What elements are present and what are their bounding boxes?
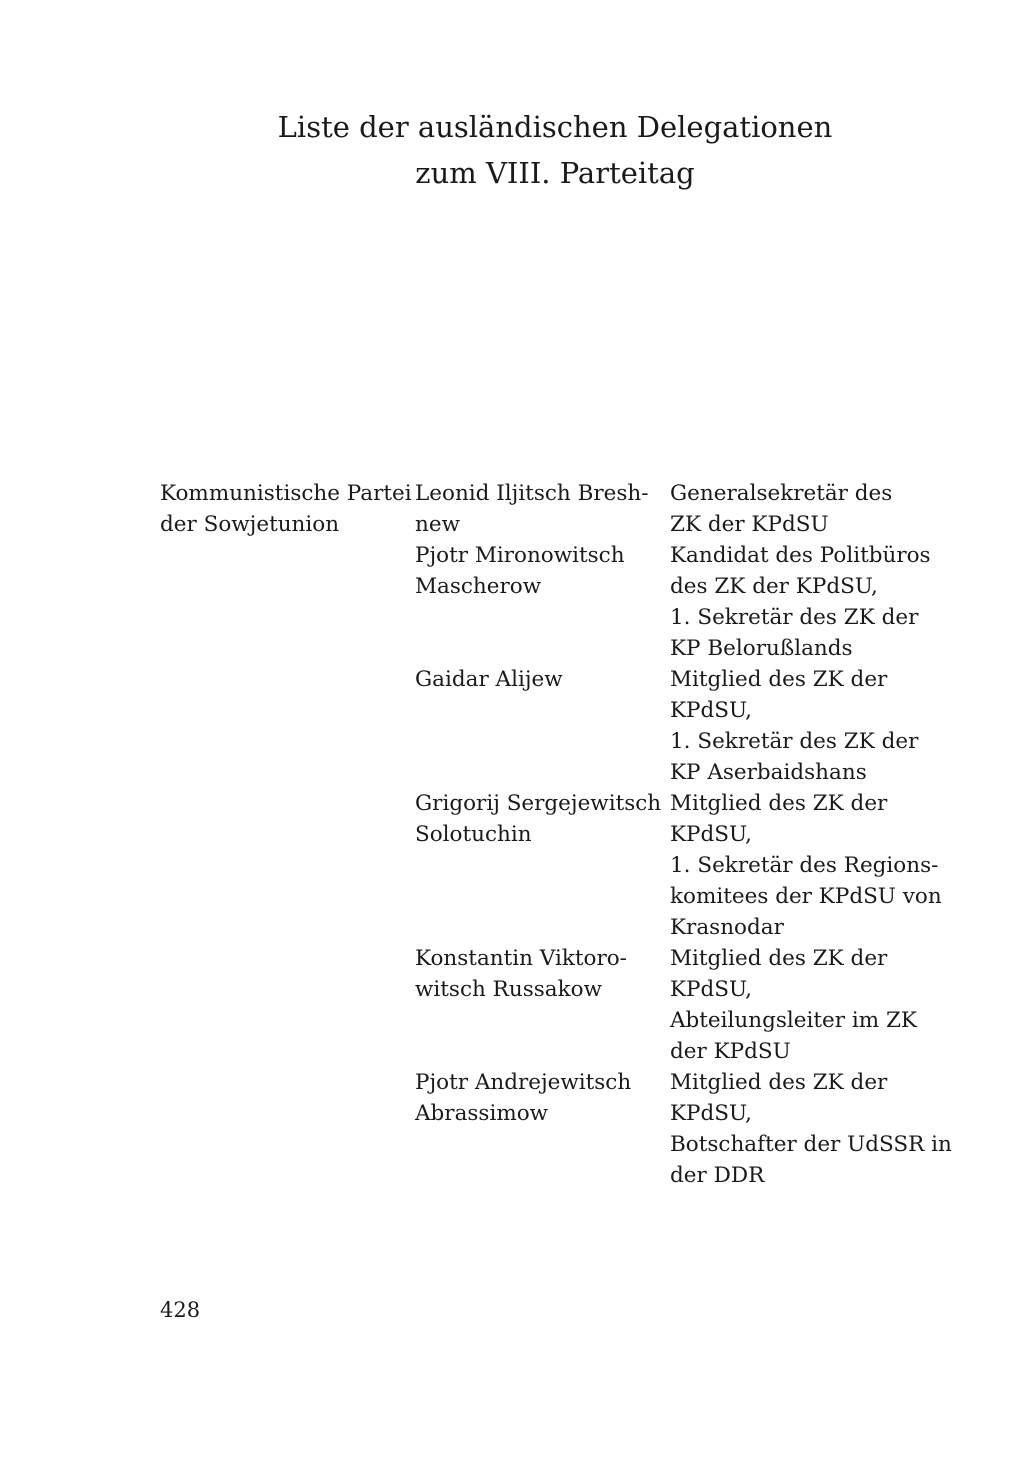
name-line: Gaidar Alijew xyxy=(415,667,563,692)
name-line: Pjotr Mironowitsch xyxy=(415,543,625,568)
delegate-row xyxy=(160,478,960,540)
party-cell xyxy=(160,540,415,664)
function-line: Generalsekretär des xyxy=(670,481,893,506)
function-line: 1. Sekretär des Regions- xyxy=(670,853,939,878)
title-line-2: zum VIII. Parteitag xyxy=(415,156,695,190)
function-line: 1. Sekretär des ZK der xyxy=(670,729,919,754)
function-line: des ZK der KPdSU, xyxy=(670,574,878,599)
name-line: Grigorij Sergejewitsch xyxy=(415,791,662,816)
party-cell xyxy=(160,478,415,540)
delegate-row xyxy=(160,1067,960,1191)
function-line: der KPdSU xyxy=(670,1039,791,1064)
page-title xyxy=(240,104,870,196)
function-line: Kandidat des Politbüros xyxy=(670,543,931,568)
function-line: komitees der KPdSU von xyxy=(670,884,942,909)
function-line: KPdSU, xyxy=(670,822,753,847)
delegate-row xyxy=(160,540,960,664)
delegate-function xyxy=(670,1067,960,1191)
delegate-name xyxy=(415,540,670,664)
party-name-line: der Sowjetunion xyxy=(160,512,340,537)
function-line: Krasnodar xyxy=(670,915,784,940)
function-line: Mitglied des ZK der xyxy=(670,1070,888,1095)
function-line: Abteilungsleiter im ZK xyxy=(670,1008,917,1033)
function-line: Mitglied des ZK der xyxy=(670,791,888,816)
name-line: Leonid Iljitsch Bresh- xyxy=(415,481,649,506)
function-line: 1. Sekretär des ZK der xyxy=(670,605,919,630)
delegate-name xyxy=(415,943,670,1067)
page-number: 428 xyxy=(160,1298,201,1322)
function-line: Mitglied des ZK der xyxy=(670,946,888,971)
name-line: Mascherow xyxy=(415,574,542,599)
delegate-name xyxy=(415,664,670,788)
function-line: KPdSU, xyxy=(670,977,753,1002)
delegate-row xyxy=(160,943,960,1067)
delegate-function xyxy=(670,540,960,664)
name-line: new xyxy=(415,512,460,537)
delegate-row xyxy=(160,788,960,943)
delegate-function xyxy=(670,788,960,943)
name-line: Konstantin Viktoro- xyxy=(415,946,627,971)
function-line: KPdSU, xyxy=(670,698,753,723)
function-line: Mitglied des ZK der xyxy=(670,667,888,692)
delegate-name xyxy=(415,478,670,540)
name-line: Solotuchin xyxy=(415,822,532,847)
party-cell xyxy=(160,664,415,788)
delegate-name xyxy=(415,788,670,943)
party-name-line: Kommunistische Partei xyxy=(160,481,412,506)
function-line: ZK der KPdSU xyxy=(670,512,829,537)
title-line-1: Liste der ausländischen Delegationen xyxy=(277,110,833,144)
party-cell xyxy=(160,1067,415,1191)
name-line: Abrassimow xyxy=(415,1101,549,1126)
party-cell xyxy=(160,943,415,1067)
party-cell xyxy=(160,788,415,943)
delegate-function xyxy=(670,478,960,540)
delegate-name xyxy=(415,1067,670,1191)
delegation-table xyxy=(160,478,960,1191)
name-line: witsch Russakow xyxy=(415,977,602,1002)
name-line: Pjotr Andrejewitsch xyxy=(415,1070,632,1095)
function-line: Botschafter der UdSSR in xyxy=(670,1132,952,1157)
function-line: KPdSU, xyxy=(670,1101,753,1126)
function-line: KP Aserbaidshans xyxy=(670,760,867,785)
delegate-function xyxy=(670,943,960,1067)
delegate-function xyxy=(670,664,960,788)
function-line: KP Belorußlands xyxy=(670,636,853,661)
delegate-row xyxy=(160,664,960,788)
function-line: der DDR xyxy=(670,1163,765,1188)
